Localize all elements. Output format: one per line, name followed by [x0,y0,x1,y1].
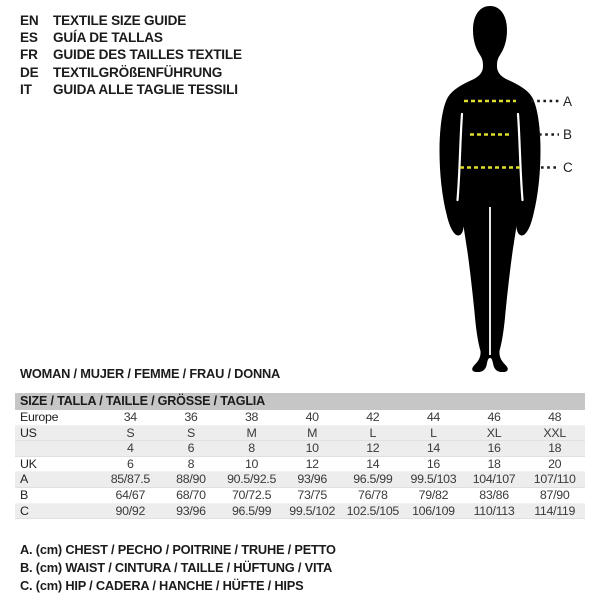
legend-line-a: A. (cm) CHEST / PECHO / POITRINE / TRUHE / PETTO [20,542,336,557]
table-cell: 68/70 [176,487,206,502]
table-row-label: B [20,487,28,502]
table-cell: 40 [305,410,319,424]
legend-line-b: B. (cm) WAIST / CINTURA / TAILLE / HÜFTUNG / VITA [20,560,333,576]
measure-label-b: B [563,127,573,142]
table-row [15,441,585,457]
table-cell: 76/78 [358,487,388,502]
language-title: GUÍA DE TALLAS [53,30,163,46]
language-code: DE [20,64,39,80]
table-cell: 83/86 [479,487,509,502]
table-cell: 6 [127,456,134,471]
table-cell: 12 [366,441,380,456]
language-code: ES [20,30,38,46]
table-cell: L [430,425,437,440]
table-cell: L [369,425,377,440]
table-row [15,426,585,442]
table-cell: 96.5/99 [231,503,272,518]
table-cell: 36 [184,410,198,424]
table-cell: 8 [187,456,195,471]
table-cell: 99.5/103 [410,472,457,487]
table-cell: 85/87.5 [110,472,150,487]
table-cell: 14 [426,441,441,456]
table-cell: 93/96 [297,472,327,487]
table-cell: 110/113 [473,503,515,518]
woman-silhouette [410,2,573,372]
table-row-label: US [20,425,37,440]
table-row-label [15,441,100,457]
table-cell: S [126,425,135,440]
size-table-header: SIZE / TALLA / TAILLE / GRÖSSE / TAGLIA [15,393,585,410]
table-cell: 114/119 [534,503,576,518]
table-row-label: UK [20,456,37,471]
language-code: EN [20,13,39,29]
size-table [15,393,585,519]
table-cell: XL [486,425,502,440]
language-title: GUIDE DES TAILLES TEXTILE [53,47,242,63]
table-row-label: C [20,503,29,518]
table-cell: 79/82 [418,487,449,502]
table-cell: 42 [366,410,380,424]
table-row-label: A [20,472,28,487]
table-cell: 99.5/102 [289,503,336,518]
size-table-body [15,410,585,519]
language-title: TEXTILGRÖßENFÜHRUNG [53,64,223,80]
table-cell: 90/92 [115,503,146,518]
table-cell: 6 [187,441,195,456]
table-cell: 8 [248,441,255,456]
language-code: IT [20,81,32,97]
table-cell: 10 [305,441,319,456]
table-cell: M [246,425,257,440]
table-cell: 16 [487,441,501,456]
table-cell: 14 [366,456,380,471]
table-row [15,488,585,504]
table-cell: 102.5/105 [346,503,400,518]
language-title: GUIDA ALLE TAGLIE TESSILI [53,81,238,97]
table-cell: 96.5/99 [353,472,393,487]
table-cell: 93/96 [176,503,206,518]
table-cell: 73/75 [297,487,327,502]
table-cell: 34 [123,410,137,424]
table-cell: XXL [543,425,566,440]
table-cell: 46 [487,410,501,424]
table-row [15,472,585,488]
table-row-label: Europe [20,410,59,424]
measure-label-a: A [563,94,573,109]
measure-label-c: C [563,160,573,175]
table-cell: 70/72.5 [231,487,272,502]
table-row [15,504,585,520]
table-cell: M [307,425,318,440]
language-title: TEXTILE SIZE GUIDE [53,13,187,29]
table-cell: 88/90 [176,472,206,487]
table-cell: 104/107 [472,472,516,487]
table-cell: S [186,425,195,440]
table-cell: 87/90 [539,487,570,502]
table-cell: 106/109 [412,503,455,518]
table-row [15,457,585,473]
table-cell: 107/110 [533,472,576,487]
table-cell: 16 [426,456,441,471]
legend-line-c: C. (cm) HIP / CADERA / HANCHE / HÜFTE / HIPS [20,578,304,594]
measurement-legend [20,542,336,596]
table-cell: 20 [548,456,562,471]
table-cell: 64/67 [115,487,146,502]
category-heading: WOMAN / MUJER / FEMME / FRAU / DONNA [20,366,281,381]
table-cell: 44 [426,410,441,424]
table-cell: 4 [127,441,134,456]
table-cell: 18 [487,456,501,471]
table-cell: 18 [548,441,562,456]
table-cell: 90.5/92.5 [227,472,277,487]
table-cell: 10 [244,456,259,471]
table-cell: 38 [244,410,259,424]
language-code: FR [20,47,38,63]
table-cell: 12 [305,456,319,471]
table-cell: 48 [548,410,562,424]
table-row [15,410,585,426]
